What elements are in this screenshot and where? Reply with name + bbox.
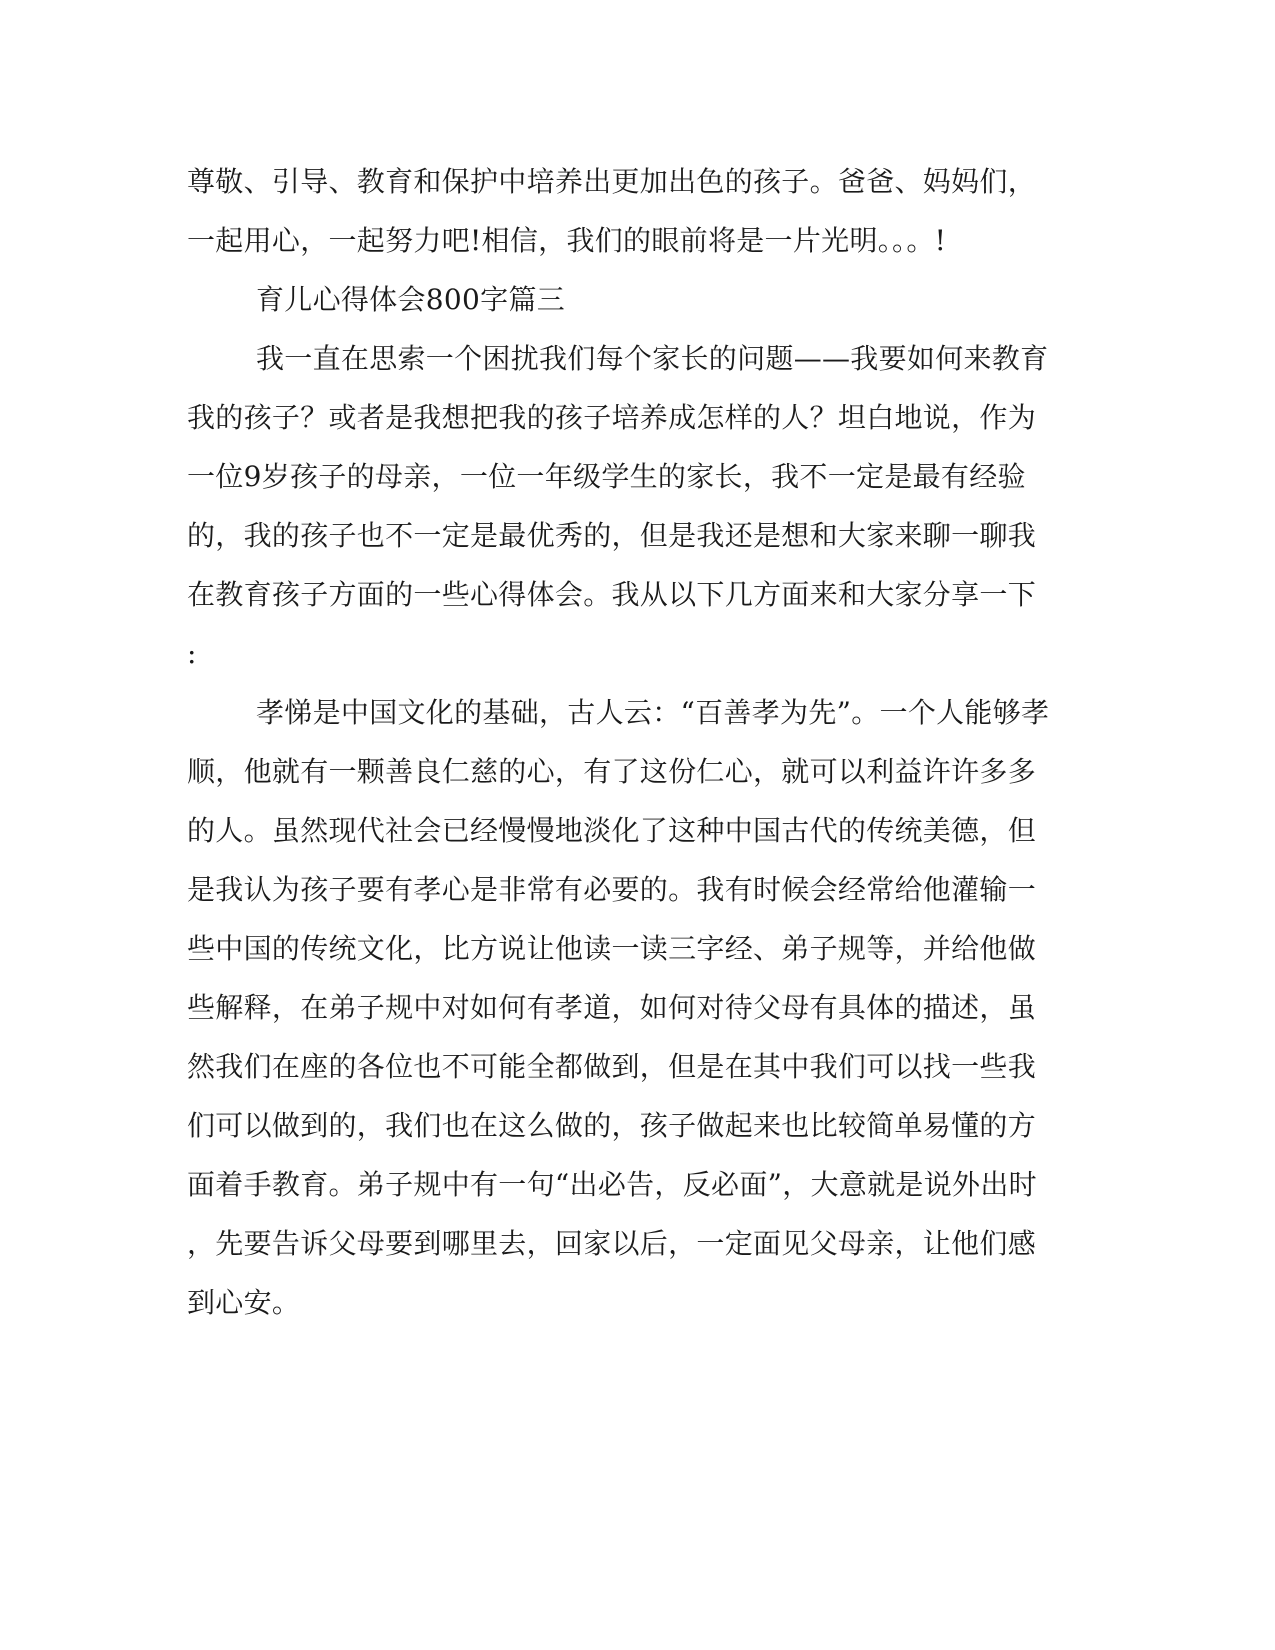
paragraph-line: 些解释，在弟子规中对如何有孝道，如何对待父母有具体的描述，虽	[187, 991, 1037, 1024]
paragraph-line: 我一直在思索一个困扰我们每个家长的问题——我要如何来教育	[256, 342, 1049, 375]
paragraph-line: 些中国的传统文化，比方说让他读一读三字经、弟子规等，并给他做	[187, 932, 1037, 965]
paragraph-line: 的，我的孩子也不一定是最优秀的，但是我还是想和大家来聊一聊我	[187, 519, 1037, 552]
paragraph-line: 尊敬、引导、教育和保护中培养出更加出色的孩子。爸爸、妈妈们，	[187, 165, 1037, 198]
paragraph-line: 顺，他就有一颗善良仁慈的心，有了这份仁心，就可以利益许许多多	[187, 755, 1037, 788]
paragraph-line: 面着手教育。弟子规中有一句“出必告，反必面”，大意就是说外出时	[187, 1168, 1037, 1201]
paragraph-line: 们可以做到的，我们也在这么做的，孩子做起来也比较简单易懂的方	[187, 1109, 1037, 1142]
paragraph-line: 我的孩子？或者是我想把我的孩子培养成怎样的人？坦白地说，作为	[187, 401, 1037, 434]
paragraph-line: ，先要告诉父母要到哪里去，回家以后，一定面见父母亲，让他们感	[187, 1227, 1037, 1260]
paragraph-line: 一位9岁孩子的母亲，一位一年级学生的家长，我不一定是最有经验	[187, 460, 1026, 493]
section-heading: 育儿心得体会800字篇三	[256, 283, 566, 316]
paragraph-line: 在教育孩子方面的一些心得体会。我从以下几方面来和大家分享一下	[187, 578, 1037, 611]
paragraph-line: :	[187, 637, 197, 670]
paragraph-line: 是我认为孩子要有孝心是非常有必要的。我有时候会经常给他灌输一	[187, 873, 1037, 906]
paragraph-line: 到心安。	[187, 1286, 301, 1319]
paragraph-line: 一起用心，一起努力吧!相信，我们的眼前将是一片光明。。。!	[187, 224, 947, 257]
paragraph-line: 的人。虽然现代社会已经慢慢地淡化了这种中国古代的传统美德，但	[187, 814, 1037, 847]
paragraph-line: 孝悌是中国文化的基础，古人云：“百善孝为先”。一个人能够孝	[256, 696, 1050, 729]
paragraph-line: 然我们在座的各位也不可能全都做到，但是在其中我们可以找一些我	[187, 1050, 1037, 1083]
